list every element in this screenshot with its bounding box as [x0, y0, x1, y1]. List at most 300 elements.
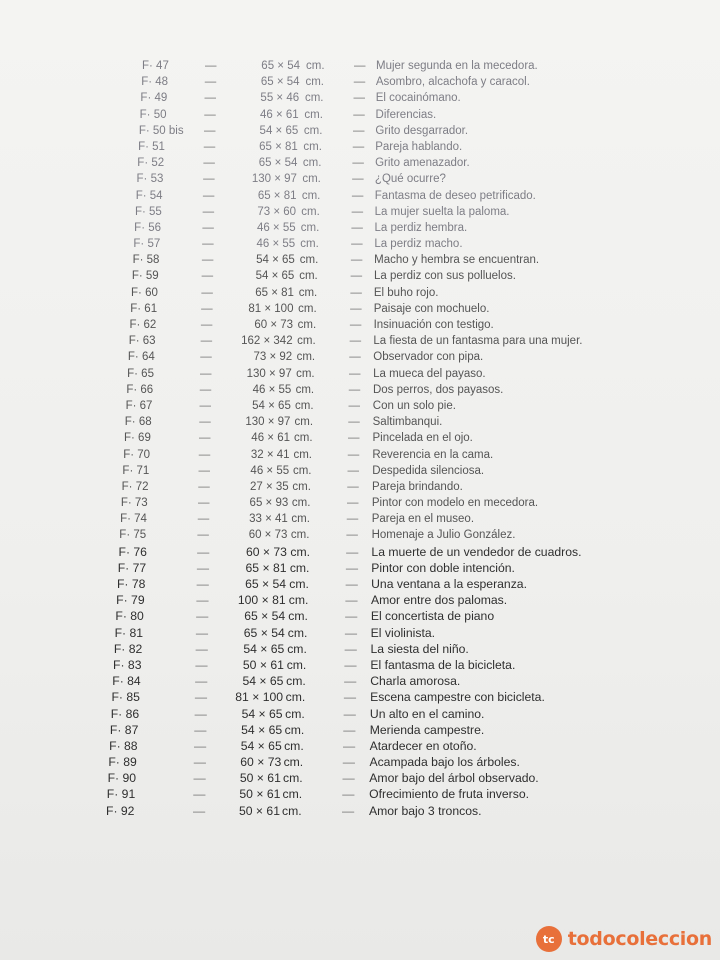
separator-dash: —: [196, 560, 210, 575]
separator-dash: —: [203, 124, 216, 137]
artwork-list: [0, 58, 720, 819]
separator-dash: —: [342, 771, 355, 786]
separator-dash: —: [201, 270, 214, 283]
item-unit: cm.: [289, 577, 309, 591]
separator-dash: —: [351, 221, 363, 234]
item-dimensions: 60 × 73: [254, 319, 294, 331]
separator-dash: —: [347, 480, 359, 493]
list-item: [0, 430, 720, 446]
separator-dash: —: [195, 625, 209, 640]
separator-dash: —: [198, 464, 210, 477]
item-unit: cm.: [300, 221, 320, 234]
list-item: [0, 608, 720, 624]
item-dimensions: 65 × 81: [259, 140, 298, 153]
item-code: F· 83: [113, 657, 142, 672]
separator-dash: —: [348, 383, 361, 396]
separator-dash: —: [351, 205, 364, 218]
separator-dash: —: [345, 609, 358, 624]
item-title: La siesta del niño.: [370, 641, 469, 656]
item-code: F· 72: [121, 480, 149, 493]
item-unit: cm.: [296, 367, 315, 380]
item-dimensions: 46 × 61: [251, 432, 290, 445]
item-unit: cm.: [292, 464, 312, 477]
item-title: Pintor con doble intención.: [371, 560, 515, 575]
list-item: [0, 301, 720, 317]
item-code: F· 81: [114, 625, 144, 640]
item-title: Macho y hembra se encuentran.: [374, 254, 540, 267]
item-dimensions: 55 × 46: [260, 92, 300, 105]
list-item: [0, 511, 720, 527]
separator-dash: —: [348, 432, 360, 445]
separator-dash: —: [343, 690, 356, 705]
item-unit: cm.: [282, 787, 303, 802]
item-dimensions: 54 × 65: [241, 722, 283, 737]
item-unit: cm.: [283, 755, 304, 770]
item-title: El concertista de piano: [370, 609, 495, 624]
item-dimensions: 65 × 81: [245, 560, 287, 575]
separator-dash: —: [353, 92, 365, 105]
item-dimensions: 46 × 55: [252, 383, 292, 396]
list-item: [0, 754, 720, 770]
item-code: F· 85: [111, 690, 140, 705]
separator-dash: —: [202, 189, 215, 202]
item-code: F· 62: [129, 319, 157, 331]
item-dimensions: 65 × 54: [260, 76, 300, 89]
item-title: Saltimbanqui.: [372, 416, 443, 429]
item-code: F· 91: [106, 787, 136, 802]
item-title: La fiesta de un fantasma para una mujer.: [373, 335, 583, 348]
item-dimensions: 54 × 65: [255, 270, 295, 283]
list-item: [0, 479, 720, 495]
item-title: Despedida silenciosa.: [372, 464, 485, 477]
item-title: Paisaje con mochuelo.: [373, 302, 490, 315]
list-item: [0, 803, 720, 819]
item-unit: cm.: [286, 674, 306, 689]
item-unit: cm.: [297, 335, 316, 348]
item-unit: cm.: [304, 92, 324, 105]
separator-dash: —: [347, 448, 360, 461]
separator-dash: —: [347, 464, 359, 477]
item-unit: cm.: [287, 625, 308, 640]
item-code: F· 78: [116, 577, 146, 591]
item-dimensions: 73 × 92: [253, 351, 293, 364]
item-title: Pareja brindando.: [372, 480, 463, 493]
item-title: Pintor con modelo en mecedora.: [371, 497, 539, 510]
item-title: Pareja hablando.: [375, 140, 463, 153]
separator-dash: —: [349, 319, 362, 331]
item-dimensions: 65 × 54: [261, 60, 300, 72]
item-code: F· 61: [130, 302, 158, 315]
item-dimensions: 65 × 54: [243, 625, 285, 640]
item-title: El cocainómano.: [375, 92, 461, 105]
item-unit: cm.: [298, 302, 317, 315]
separator-dash: —: [343, 706, 356, 721]
item-title: La mueca del payaso.: [373, 367, 486, 380]
item-code: F· 77: [117, 560, 147, 575]
item-code: F· 49: [140, 92, 168, 105]
item-title: ¿Qué ocurre?: [374, 173, 446, 186]
item-unit: cm.: [302, 173, 321, 186]
separator-dash: —: [348, 416, 360, 429]
item-code: F· 75: [119, 529, 147, 542]
item-unit: cm.: [299, 270, 318, 283]
separator-dash: —: [342, 803, 355, 818]
list-item: [0, 171, 720, 187]
item-title: La perdiz macho.: [374, 238, 463, 251]
item-title: Escena campestre con bicicleta.: [370, 690, 545, 705]
item-title: Insinuación con testigo.: [373, 319, 494, 331]
list-item: [0, 188, 720, 204]
separator-dash: —: [345, 577, 358, 591]
item-code: F· 70: [123, 448, 151, 461]
item-unit: cm.: [286, 657, 307, 672]
separator-dash: —: [201, 302, 213, 315]
item-dimensions: 54 × 65: [259, 124, 299, 137]
item-code: F· 51: [138, 140, 165, 153]
item-dimensions: 50 × 61: [239, 771, 281, 786]
separator-dash: —: [201, 286, 213, 299]
item-unit: cm.: [294, 416, 314, 429]
watermark-logo-icon: tc: [536, 926, 562, 952]
item-dimensions: 65 × 93: [249, 497, 289, 510]
separator-dash: —: [202, 205, 215, 218]
item-title: Grito desgarrador.: [375, 124, 469, 137]
item-unit: cm.: [297, 319, 317, 331]
list-item: [0, 706, 720, 722]
separator-dash: —: [199, 432, 211, 445]
item-code: F· 59: [131, 270, 159, 283]
item-unit: cm.: [303, 124, 323, 137]
separator-dash: —: [196, 609, 209, 624]
item-dimensions: 46 × 55: [256, 238, 296, 251]
separator-dash: —: [346, 544, 359, 559]
item-dimensions: 50 × 61: [242, 657, 284, 672]
watermark: [536, 926, 712, 952]
list-item: [0, 689, 720, 705]
separator-dash: —: [204, 92, 216, 105]
item-code: F· 88: [109, 738, 138, 753]
separator-dash: —: [344, 641, 357, 656]
item-title: Amor entre dos palomas.: [370, 593, 508, 608]
separator-dash: —: [352, 157, 364, 170]
list-item: [0, 90, 720, 106]
separator-dash: —: [195, 674, 208, 689]
list-item: [0, 220, 720, 236]
item-dimensions: 54 × 65: [241, 706, 283, 721]
separator-dash: —: [348, 399, 361, 412]
list-item: [0, 560, 720, 576]
item-title: El fantasma de la bicicleta.: [370, 657, 516, 672]
item-code: F· 50: [139, 108, 167, 121]
list-item: [0, 641, 720, 657]
list-item: [0, 366, 720, 382]
item-title: Atardecer en otoño.: [369, 738, 477, 753]
item-unit: cm.: [295, 383, 315, 396]
separator-dash: —: [343, 738, 356, 753]
item-dimensions: 33 × 41: [249, 513, 288, 526]
separator-dash: —: [349, 351, 361, 364]
item-code: F· 79: [116, 593, 145, 608]
item-title: Fantasma de deseo petrificado.: [374, 189, 536, 202]
separator-dash: —: [194, 722, 207, 737]
separator-dash: —: [350, 270, 363, 283]
separator-dash: —: [197, 544, 210, 559]
separator-dash: —: [202, 221, 214, 234]
item-code: F· 52: [137, 157, 165, 170]
separator-dash: —: [350, 302, 362, 315]
separator-dash: —: [350, 254, 363, 267]
list-item: [0, 317, 720, 333]
separator-dash: —: [351, 189, 364, 202]
item-unit: cm.: [285, 690, 306, 705]
separator-dash: —: [203, 157, 215, 170]
item-title: Amor bajo del árbol observado.: [369, 771, 539, 786]
item-title: Pincelada en el ojo.: [372, 432, 473, 445]
separator-dash: —: [353, 108, 365, 121]
item-dimensions: 54 × 65: [240, 738, 282, 753]
item-code: F· 80: [115, 609, 144, 624]
separator-dash: —: [344, 674, 357, 689]
item-code: F· 69: [124, 432, 151, 445]
item-code: F· 76: [118, 544, 147, 559]
list-item: [0, 414, 720, 430]
separator-dash: —: [195, 657, 208, 672]
list-item: [0, 657, 720, 673]
item-unit: cm.: [282, 803, 302, 818]
item-code: F· 84: [112, 674, 141, 689]
item-code: F· 82: [113, 641, 143, 656]
item-title: La perdiz con sus polluelos.: [374, 270, 516, 283]
list-item: [0, 398, 720, 414]
item-unit: cm.: [300, 238, 319, 251]
separator-dash: —: [193, 771, 206, 786]
item-unit: cm.: [295, 399, 314, 412]
item-title: Merienda campestre.: [369, 722, 485, 737]
item-title: El violinista.: [370, 625, 436, 640]
item-code: F· 50 bis: [138, 124, 184, 137]
item-title: Una ventana a la esperanza.: [371, 577, 527, 591]
item-title: Pareja en el museo.: [371, 513, 475, 526]
item-unit: cm.: [298, 286, 318, 299]
separator-dash: —: [196, 593, 209, 608]
item-unit: cm.: [292, 480, 311, 493]
item-title: La perdiz hembra.: [374, 221, 468, 234]
item-dimensions: 65 × 81: [255, 286, 294, 299]
item-code: F· 74: [120, 513, 147, 526]
watermark-text: todocoleccion: [567, 928, 712, 950]
separator-dash: —: [193, 755, 206, 770]
item-unit: cm.: [283, 771, 303, 786]
item-unit: cm.: [294, 432, 313, 445]
separator-dash: —: [351, 238, 363, 251]
separator-dash: —: [199, 399, 212, 412]
separator-dash: —: [203, 140, 216, 153]
separator-dash: —: [197, 513, 210, 526]
list-item: [0, 738, 720, 754]
separator-dash: —: [195, 641, 208, 656]
list-item: [0, 155, 720, 171]
separator-dash: —: [345, 593, 358, 608]
separator-dash: —: [200, 351, 212, 364]
separator-dash: —: [205, 60, 217, 72]
separator-dash: —: [352, 173, 364, 186]
list-item: [0, 527, 720, 543]
list-item: [0, 463, 720, 479]
item-unit: cm.: [305, 76, 324, 89]
separator-dash: —: [344, 625, 358, 640]
separator-dash: —: [197, 529, 209, 542]
separator-dash: —: [202, 238, 214, 251]
item-unit: cm.: [299, 254, 319, 267]
item-unit: cm.: [287, 641, 307, 656]
list-item: [0, 333, 720, 349]
item-unit: cm.: [296, 351, 316, 364]
separator-dash: —: [345, 560, 359, 575]
item-unit: cm.: [284, 738, 304, 753]
item-dimensions: 46 × 61: [259, 108, 299, 121]
separator-dash: —: [201, 254, 214, 267]
list-item: [0, 139, 720, 155]
list-item: [0, 123, 720, 139]
item-code: F· 63: [128, 335, 156, 348]
separator-dash: —: [200, 367, 212, 380]
item-title: Amor bajo 3 troncos.: [369, 803, 482, 818]
item-title: Homenaje a Julio González.: [371, 529, 516, 542]
separator-dash: —: [204, 76, 217, 89]
item-dimensions: 27 × 35: [249, 480, 289, 493]
separator-dash: —: [197, 497, 210, 510]
item-title: La mujer suelta la paloma.: [374, 205, 510, 218]
item-code: F· 56: [134, 221, 162, 234]
list-item: [0, 673, 720, 689]
item-title: Grito amenazador.: [375, 157, 470, 170]
separator-dash: —: [194, 706, 207, 721]
separator-dash: —: [346, 513, 359, 526]
item-title: Dos perros, dos payasos.: [372, 383, 504, 396]
separator-dash: —: [198, 480, 210, 493]
list-item: [0, 592, 720, 608]
item-dimensions: 65 × 54: [245, 577, 287, 591]
item-unit: cm.: [284, 722, 305, 737]
item-title: Ofrecimiento de fruta inverso.: [369, 787, 530, 802]
item-unit: cm.: [291, 513, 310, 526]
item-code: F· 73: [120, 497, 148, 510]
separator-dash: —: [198, 448, 211, 461]
item-code: F· 55: [134, 205, 162, 218]
separator-dash: —: [343, 722, 356, 737]
item-title: Asombro, alcachofa y caracol.: [375, 76, 530, 89]
separator-dash: —: [352, 140, 365, 153]
separator-dash: —: [194, 690, 207, 705]
list-item: [0, 625, 720, 641]
item-dimensions: 54 × 65: [242, 674, 284, 689]
list-item: [0, 770, 720, 786]
list-item: [0, 236, 720, 252]
item-code: F· 89: [108, 755, 137, 770]
separator-dash: —: [203, 173, 215, 186]
item-dimensions: 60 × 73: [245, 544, 287, 559]
item-unit: cm.: [289, 560, 310, 575]
item-dimensions: 50 × 61: [238, 803, 280, 818]
item-code: F· 65: [127, 367, 154, 380]
separator-dash: —: [350, 286, 362, 299]
item-dimensions: 54 × 65: [243, 641, 285, 656]
separator-dash: —: [342, 787, 355, 802]
item-code: F· 86: [110, 706, 140, 721]
list-item: [0, 58, 720, 74]
list-item: [0, 544, 720, 560]
item-code: F· 67: [125, 399, 153, 412]
list-item: [0, 285, 720, 301]
list-item: [0, 447, 720, 463]
item-dimensions: 81 × 100: [248, 302, 294, 315]
item-title: Charla amorosa.: [370, 674, 461, 689]
separator-dash: —: [352, 124, 365, 137]
list-item: [0, 382, 720, 398]
item-unit: cm.: [293, 448, 312, 461]
item-unit: cm.: [306, 60, 325, 72]
item-code: F· 58: [132, 254, 160, 267]
separator-dash: —: [344, 657, 357, 672]
separator-dash: —: [346, 529, 358, 542]
item-unit: cm.: [290, 529, 310, 542]
separator-dash: —: [204, 108, 216, 121]
item-code: F· 92: [106, 803, 135, 818]
item-title: Mujer segunda en la mecedora.: [376, 60, 538, 72]
item-code: F· 47: [142, 60, 169, 72]
item-dimensions: 60 × 73: [248, 529, 288, 542]
item-dimensions: 50 × 61: [239, 787, 281, 802]
separator-dash: —: [200, 319, 213, 331]
item-title: La muerte de un vendedor de cuadros.: [371, 544, 582, 559]
item-dimensions: 130 × 97: [245, 416, 291, 429]
item-dimensions: 46 × 55: [250, 464, 290, 477]
separator-dash: —: [354, 60, 366, 72]
separator-dash: —: [353, 76, 366, 89]
item-code: F· 54: [135, 189, 163, 202]
item-title: Acampada bajo los árboles.: [369, 755, 520, 770]
list-item: [0, 204, 720, 220]
list-item: [0, 495, 720, 511]
list-item: [0, 786, 720, 802]
item-unit: cm.: [291, 497, 311, 510]
list-item: [0, 268, 720, 284]
item-code: F· 48: [141, 76, 169, 89]
item-dimensions: 130 × 97: [251, 173, 297, 186]
item-dimensions: 32 × 41: [250, 448, 290, 461]
item-dimensions: 65 × 81: [257, 189, 297, 202]
item-dimensions: 65 × 54: [258, 157, 298, 170]
item-code: F· 87: [109, 722, 139, 737]
list-item: [0, 722, 720, 738]
item-code: F· 60: [131, 286, 158, 299]
separator-dash: —: [200, 335, 213, 348]
separator-dash: —: [196, 577, 209, 591]
item-dimensions: 54 × 65: [256, 254, 295, 267]
item-unit: cm.: [301, 189, 321, 202]
item-dimensions: 60 × 73: [240, 755, 282, 770]
item-code: F· 68: [124, 416, 152, 429]
separator-dash: —: [193, 803, 206, 818]
item-code: F· 64: [127, 351, 155, 364]
item-title: Con un solo pie.: [372, 399, 456, 412]
item-unit: cm.: [301, 205, 320, 218]
item-code: F· 71: [122, 464, 150, 477]
separator-dash: —: [346, 497, 359, 510]
item-unit: cm.: [304, 108, 323, 121]
item-dimensions: 100 × 81: [237, 593, 286, 608]
list-item: [0, 74, 720, 90]
